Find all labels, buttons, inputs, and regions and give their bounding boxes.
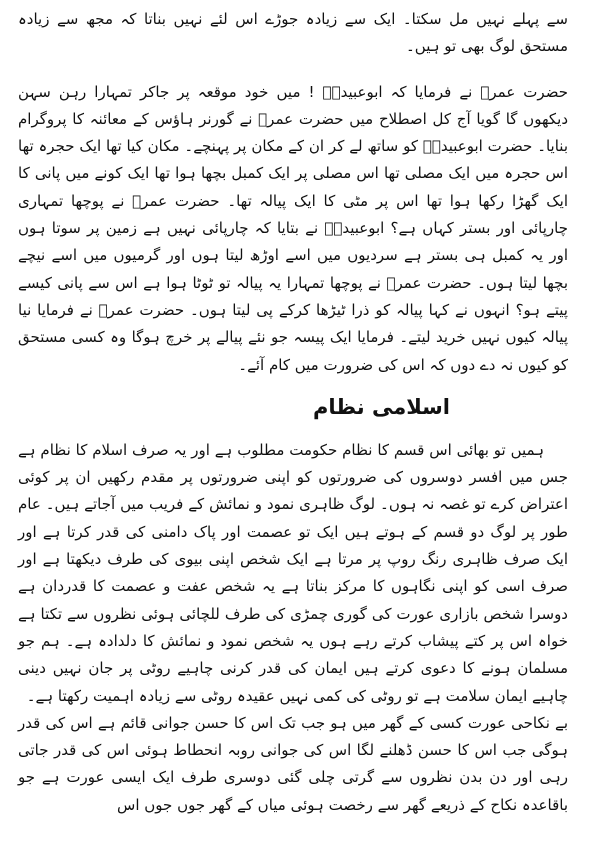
paragraph-unmarried-woman: بے نکاحی عورت کسی کے گھر میں ہو جب تک اس کا حسن جوانی قائم ہے اس کی قدر ہوگی جب اس کا حسن ڈھلنے لگا اس کی جوانی روبہ انحطاط ہوئی اس کی قدر جاتی رہی اور دن بدن نظروں سے گرتی چلی گئی دوسری طرف ایک ایسی عورت ہے جو باقاعدہ نکاح کے ذریعے گھر سے رخصت ہوئی میاں کے گھر جوں جوں اس [18,713,568,814]
paragraph-intro: سے پہلے نہیں مل سکتا۔ ایک سے زیادہ جوڑے اس لئے نہیں بناتا کہ مجھ سے زیادہ مستحق لوگ بھی تو ہیں۔ [18,10,568,56]
paragraph-islamic-system: ہمیں تو بھائی اس قسم کا نظام حکومت مطلوب ہے اور یہ صرف اسلام کا نظام ہے جس میں افسر دوسروں کی ضرورتوں کو اپنی ضرورتوں پر مقدم رکھیں ان پر کوئی اعتراض کرے تو غصہ نہ ہوں۔ لوگ ظاہری نمود و نمائش کے فریب میں آجاتے ہیں۔ عام طور پر لوگ دو قسم کے ہوتے ہیں ایک تو عصمت اور پاک دامنی کی قدر کرتا ہے اور ایک صرف ظاہری رنگ روپ پر مرتا ہے ایک شخص اپنی بیوی کی طرف دیکھتا ہے اور صرف اسی کو اپنی نگاہوں کا مرکز بناتا ہے یہ شخص عفت و عصمت کا قدردان ہے دوسرا شخص بازاری عورت کی گوری چمڑی کی طرف للچائی ہوئی نظروں سے تکتا ہے خواہ اس پر کتے پیشاب کرتے رہے ہوں یہ شخص نمود و نمائش کا دلدادہ ہے۔ ہم جو مسلمان ہونے کا دعوی کرتے ہیں ایمان کی قدر کرنی چاہیے روٹی پر جان نہیں دینی چاہیے ایمان سلامت ہے تو روٹی کی کمی نہیں عقیدہ روٹی سے زیادہ اہمیت رکھتا ہے۔ [18,440,568,705]
section-heading-container [18,379,568,437]
paragraph-hazrat-umar-visit: حضرت عمرؓ نے فرمایا کہ ابوعبیدہؓ ! میں خود موقعہ پر جاکر تمہارا رہن سہن دیکھوں گا گویا آج کل اصطلاح میں حضرت عمرؓ نے گورنر ہاؤس کے معائنہ کا پروگرام بنایا۔ حضرت ابوعبیدہؓ کو ساتھ لے کر ان کے مکان پر پہنچے۔ مکان کیا تھا ایک حجرہ تھا اس حجرہ میں ایک مصلی تھا اس مصلی پر ایک کمبل بچھا ہوا تھا ایک کونے میں پانی کا ایک گھڑا رکھا ہوا تھا اس پر مٹی کا ایک پیالہ تھا۔ حضرت عمرؓ نے پوچھا تمہاری چارپائی اور بستر کہاں ہے؟ ابوعبیدہؓ نے بتایا کہ چارپائی نہیں ہے زمین پر سوتا ہوں اور یہ کمبل ہی بستر ہے سردیوں میں اسے اوڑھ لیتا ہوں اور گرمیوں میں اسے نیچے بچھا لیتا ہوں۔ حضرت عمرؓ نے پوچھا تمہارا یہ پیالہ تو ٹوٹا ہوا ہے اس سے پانی کیسے پیتے ہو؟ انہوں نے کہا پیالہ کو ذرا ٹیڑھا کرکے پی لیتا ہوں۔ حضرت عمرؓ نے فرمایا نیا پیالہ کیوں نہیں خرید لیتے۔ فرمایا ایک پیسہ جو نئے پیالے پر خرچ ہوگا وہ کسی مستحق کو کیوں نہ دے دوں کہ اس کی ضرورت میں کام آئے۔ [18,82,568,374]
section-heading: اسلامی نظام [313,395,450,420]
